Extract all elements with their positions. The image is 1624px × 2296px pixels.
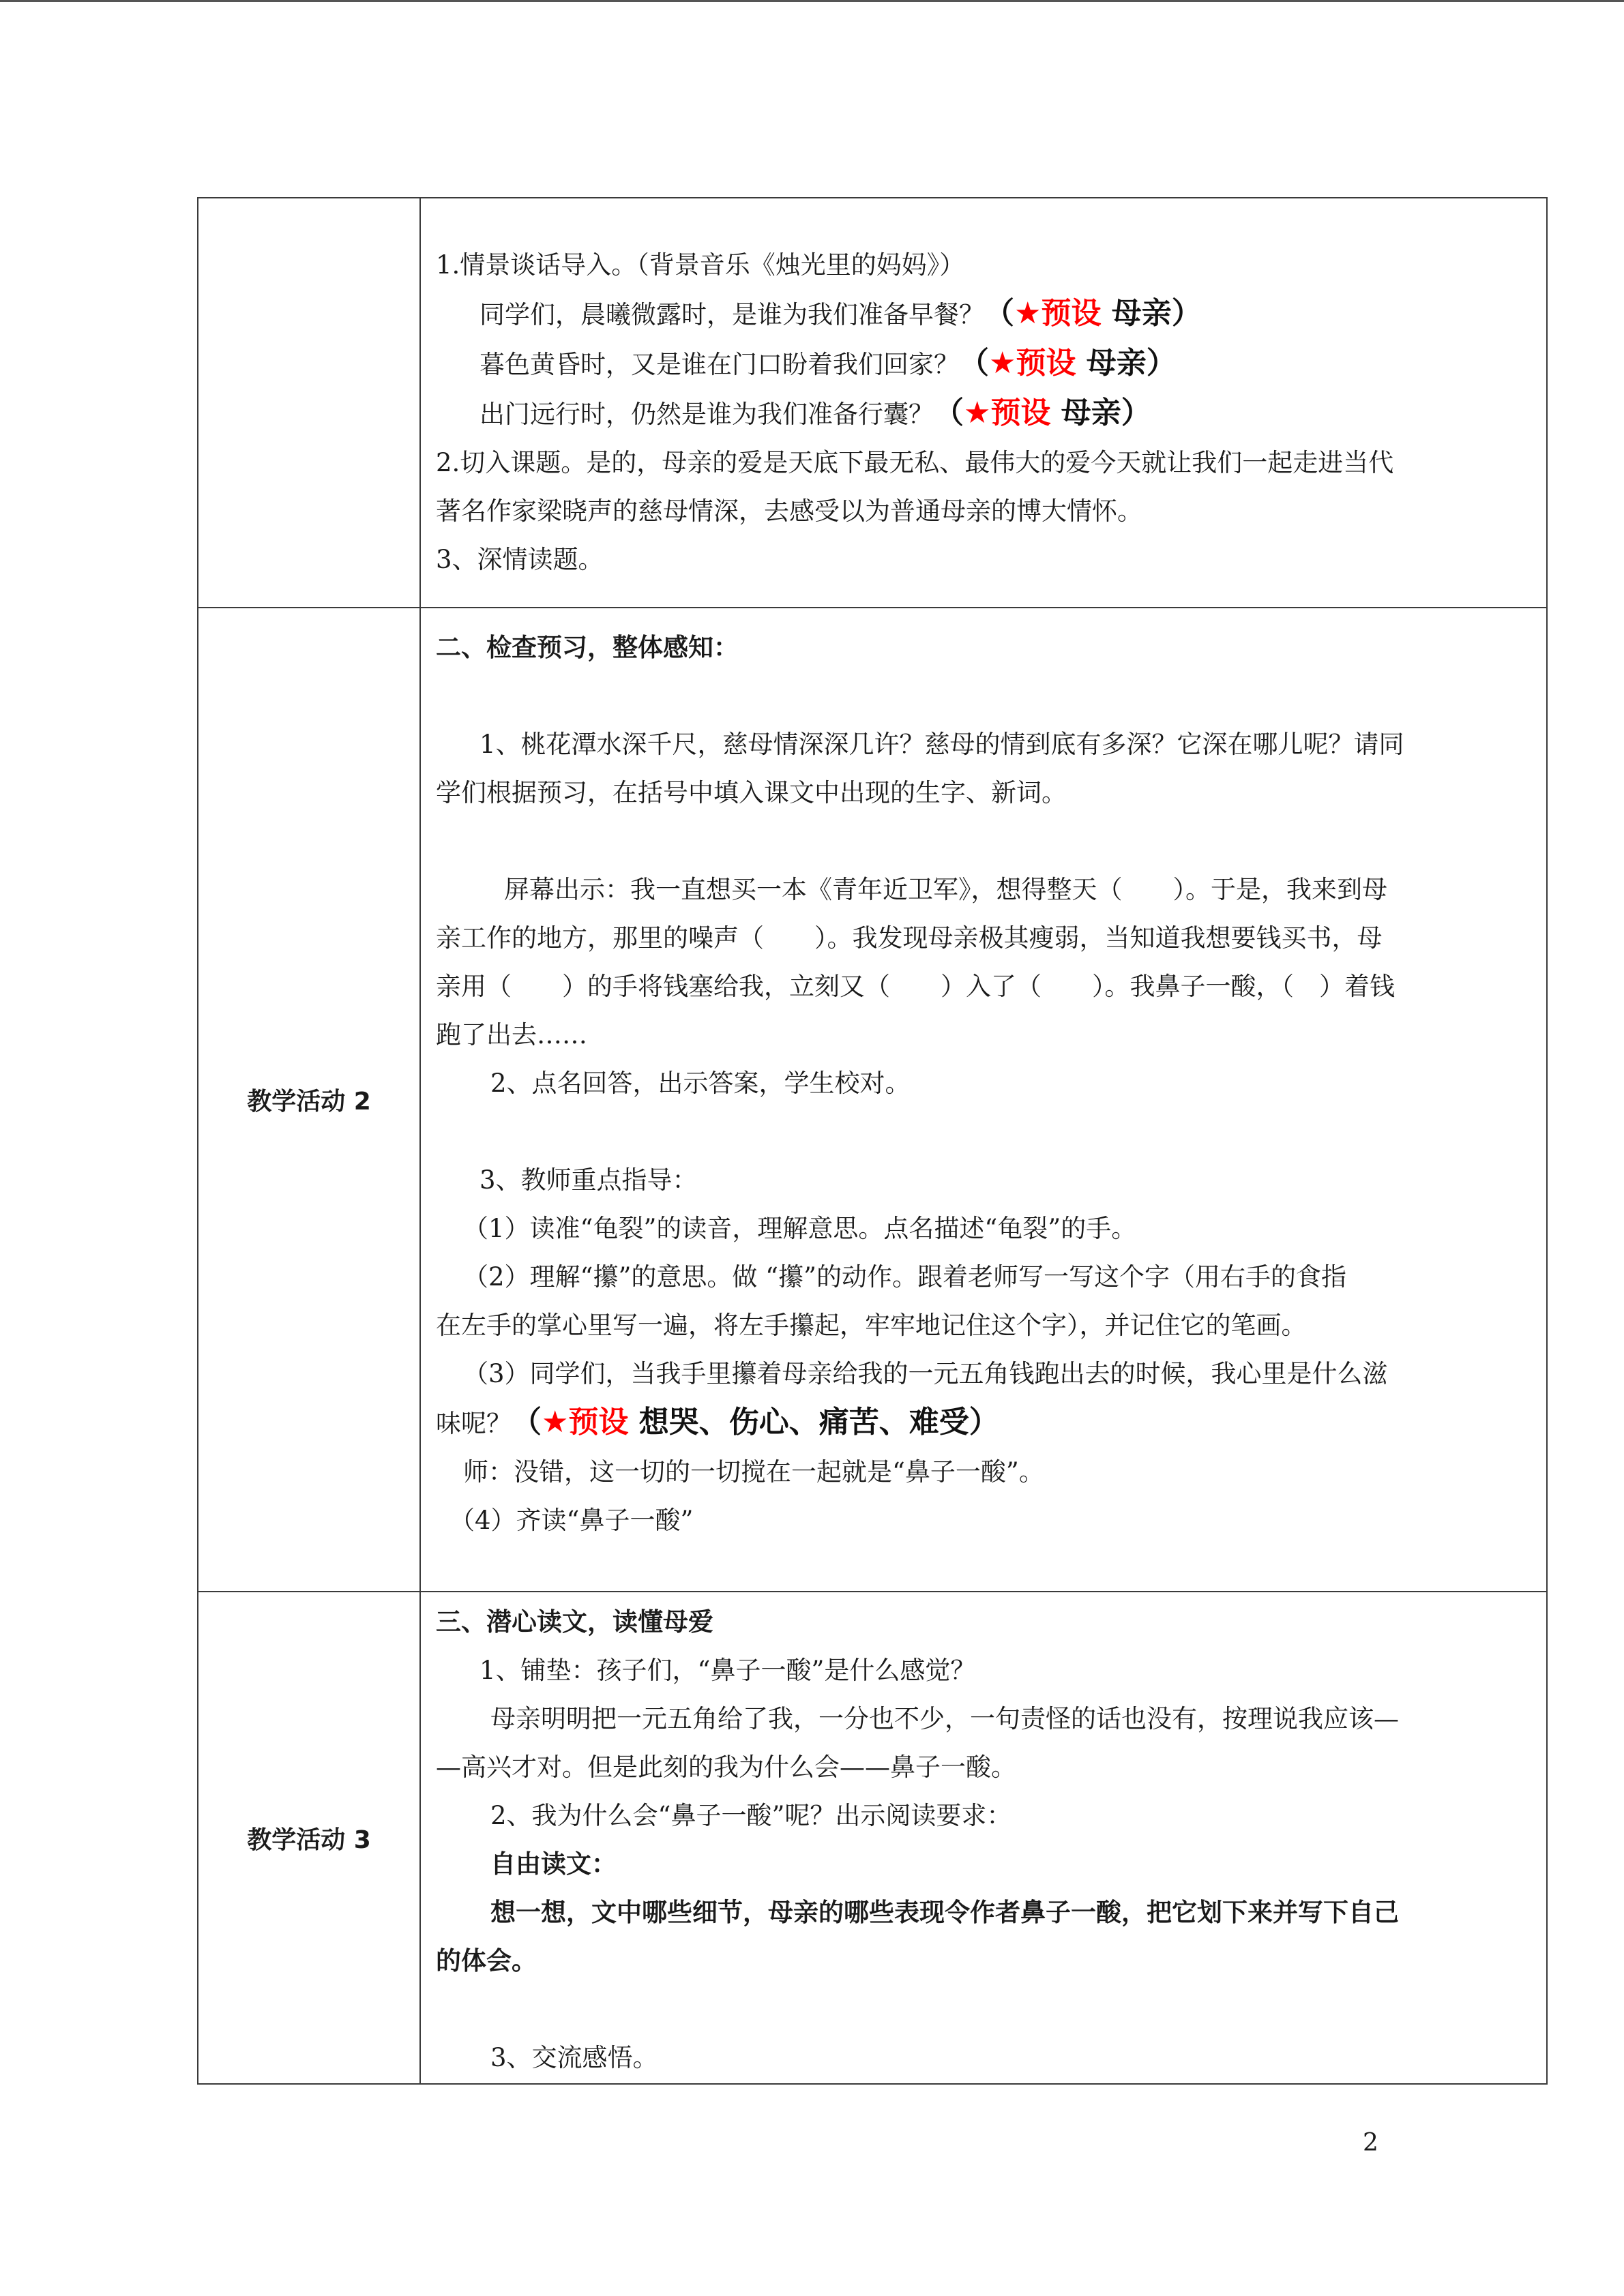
row-label: 教学活动 3 [247,1825,371,1854]
content-line: 跑了出去…… [436,1020,587,1049]
content-line: 3、深情读题。 [436,545,604,574]
preset-star-tag: ★预设 [964,396,1051,430]
content-line: 2、我为什么会“鼻子一酸”呢？出示阅读要求： [490,1801,1012,1830]
row-label: 教学活动 2 [247,1088,371,1116]
preset-answer: （★预设 母亲） [959,346,1177,381]
section-heading: 三、潜心读文，读懂母爱 [436,1607,713,1637]
preset-star-tag: ★预设 [989,346,1076,381]
content-line: 屏幕出示：我一直想买一本《青年近卫军》，想得整天（ ）。于是，我来到母 [504,875,1387,904]
content-line: 同学们，晨曦微露时，是谁为我们准备早餐？（★预设 母亲） [479,296,1202,331]
content-line: 暮色黄昏时，又是谁在门口盼着我们回家？（★预设 母亲） [479,346,1177,381]
row-content-cell [420,198,1547,608]
preset-star-tag: ★预设 [1014,296,1102,331]
content-line: （3）同学们，当我手里攥着母亲给我的一元五角钱跑出去的时候，我心里是什么滋 [463,1359,1388,1388]
page-number: 2 [1363,2129,1378,2157]
preset-answer: （★预设 母亲） [984,296,1202,331]
content-line: 3、教师重点指导： [479,1165,698,1195]
reading-task-line: 的体会。 [436,1946,537,1976]
row-label-cell [198,198,420,608]
row-content-cell [420,1592,1547,2084]
content-line: 著名作家梁晓声的慈母情深，去感受以为普通母亲的博大情怀。 [436,496,1142,526]
top-border-line [0,0,1624,2]
table-row [198,198,1547,608]
row-content-cell [420,608,1547,1592]
section-heading: 二、检查预习，整体感知： [436,633,739,662]
lesson-plan-table [197,197,1548,2085]
row-label-cell [198,608,420,1592]
content-line: 2.切入课题。是的，母亲的爱是天底下最无私、最伟大的爱今天就让我们一起走进当代 [436,448,1394,477]
content-line: 出门远行时，仍然是谁为我们准备行囊？（★预设 母亲） [479,396,1151,430]
content-line: 1、桃花潭水深千尺，慈母情深深几许？慈母的情到底有多深？它深在哪儿呢？请同 [479,730,1404,759]
preset-answer: （★预设 母亲） [934,396,1151,430]
reading-task-heading: 自由读文： [490,1849,617,1879]
content-line: （4）齐读“鼻子一酸” [449,1506,694,1535]
preset-answer: （★预设 想哭、伤心、痛苦、难受） [512,1405,999,1440]
content-line: 学们根据预习，在括号中填入课文中出现的生字、新词。 [436,778,1067,807]
content-line: 1、铺垫：孩子们，“鼻子一酸”是什么感觉？ [479,1656,976,1685]
row-label-cell [198,1592,420,2084]
content-line: 母亲明明把一元五角给了我，一分也不少，一句责怪的话也没有，按理说我应该— [490,1704,1399,1733]
content-line: —高兴才对。但是此刻的我为什么会——鼻子一酸。 [436,1753,1016,1782]
content-line: 亲用（ ）的手将钱塞给我，立刻又（ ）入了（ ）。我鼻子一酸，（ ）着钱 [436,972,1395,1001]
reading-task-line: 想一想，文中哪些细节，母亲的哪些表现令作者鼻子一酸，把它划下来并写下自己 [490,1898,1399,1927]
preset-star-tag: ★预设 [542,1405,629,1440]
content-line: 3、交流感悟。 [490,2043,658,2072]
content-line: （2）理解“攥”的意思。做 “攥”的动作。跟着老师写一写这个字（用右手的食指 [463,1262,1346,1292]
content-line: 2、点名回答，出示答案，学生校对。 [490,1069,911,1098]
table-row [198,608,1547,1592]
content-line: 亲工作的地方，那里的噪声（ ）。我发现母亲极其瘦弱，当知道我想要钱买书，母 [436,923,1383,953]
content-line: （1）读准“龟裂”的读音，理解意思。点名描述“龟裂”的手。 [463,1214,1137,1243]
content-line: 在左手的掌心里写一遍，将左手攥起，牢牢地记住这个字），并记住它的笔画。 [436,1311,1307,1340]
content-line: 1.情景谈话导入。（背景音乐《烛光里的妈妈》） [436,250,965,280]
table-row [198,1592,1547,2084]
content-line: 味呢？（★预设 想哭、伤心、痛苦、难受） [436,1405,999,1440]
content-line: 师：没错，这一切的一切搅在一起就是“鼻子一酸”。 [463,1457,1044,1487]
